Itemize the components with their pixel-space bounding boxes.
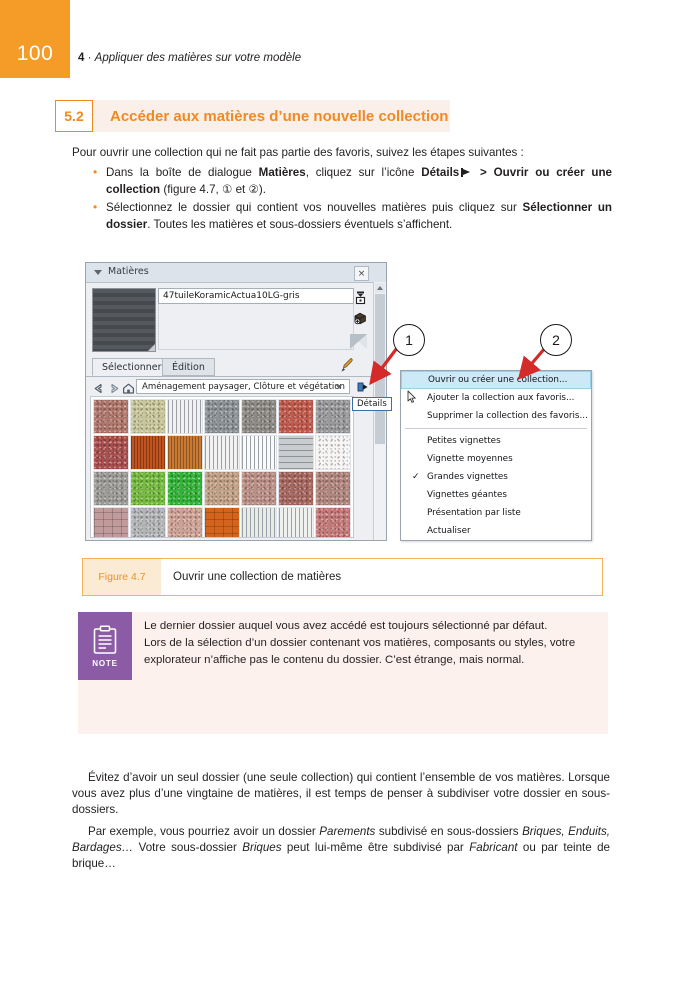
dialog-title: Matières bbox=[108, 266, 149, 277]
callout-2: 2 bbox=[540, 324, 572, 356]
context-menu-item[interactable]: Vignette moyennes bbox=[427, 454, 513, 464]
closing-paragraph-2 bbox=[72, 824, 610, 872]
bullet1-text-a: Dans la boîte de dialogue bbox=[106, 166, 259, 179]
tab-selectionner[interactable]: Sélectionner bbox=[92, 358, 172, 376]
bullet1-bold-dialog: Matières bbox=[258, 166, 306, 179]
note-callout bbox=[78, 612, 608, 734]
bullet1-bold-details: Détails bbox=[421, 166, 460, 179]
bullet1-text-d: (figure 4.7, ① et ②). bbox=[160, 182, 266, 196]
bullet2-bold-select: Sélectionner un dossier bbox=[106, 201, 612, 231]
section-number: 5.2 bbox=[55, 100, 93, 132]
note-icon-block bbox=[78, 612, 132, 680]
running-head-separator: · bbox=[87, 52, 92, 64]
note-body bbox=[144, 618, 596, 669]
note-line-1: Le dernier dossier auquel vous avez accédé est toujours sélectionné par défaut. bbox=[144, 620, 548, 632]
context-menu-item[interactable]: ✓ Grandes vignettes bbox=[401, 468, 591, 486]
figure-screenshot bbox=[85, 262, 590, 547]
close-icon[interactable]: × bbox=[354, 266, 369, 281]
p2-italic-briques: Briques bbox=[242, 841, 282, 854]
bullet1-text-c: > bbox=[473, 166, 494, 179]
figure-caption-text: Ouvrir une collection de matières bbox=[173, 571, 342, 583]
note-label: NOTE bbox=[92, 658, 118, 668]
running-head-chapter-number: 4 bbox=[78, 52, 85, 64]
running-head bbox=[78, 52, 301, 64]
bullet1-text-b: , cliquez sur l’icône bbox=[305, 166, 422, 179]
callout-arrows bbox=[85, 262, 590, 547]
steps-list bbox=[92, 165, 612, 235]
tab-edition[interactable]: Édition bbox=[162, 358, 215, 376]
intro-paragraph: Pour ouvrir une collection qui ne fait pas partie des favoris, suivez les étapes suivantes : bbox=[72, 146, 524, 159]
clipboard-icon bbox=[92, 625, 118, 655]
context-menu-item[interactable]: Ouvrir ou créer une collection... bbox=[401, 371, 591, 389]
material-name-field[interactable]: 47tuileKoramicActua10LG-gris bbox=[158, 288, 354, 304]
collection-path-input[interactable]: Aménagement paysager, Clôture et végétation bbox=[136, 379, 350, 394]
list-item bbox=[92, 200, 612, 233]
context-menu-item[interactable]: Vignettes géantes bbox=[427, 490, 507, 500]
closing-paragraph-1: Évitez d’avoir un seul dossier (une seule collection) qui contient l’ensemble de vos matières. Lorsque vous avez plus d’une vingtaine de matières, il est temps de penser à subdiviser votre dossier en sous-dossiers. bbox=[72, 771, 610, 816]
context-menu-item[interactable]: Supprimer la collection des favoris... bbox=[427, 411, 588, 421]
bullet2-text-a: Sélectionnez le dossier qui contient vos nouvelles matières puis cliquez sur bbox=[106, 201, 523, 214]
context-menu-item[interactable]: Ajouter la collection aux favoris... bbox=[427, 393, 575, 403]
details-tooltip: Détails bbox=[352, 397, 392, 411]
context-menu-item[interactable]: Actualiser bbox=[427, 526, 471, 536]
p2-text-b: subdivisé en sous-dossiers bbox=[375, 825, 523, 838]
p2-italic-parements: Parements bbox=[319, 825, 376, 838]
callout-1: 1 bbox=[393, 324, 425, 356]
bullet2-text-b: . Toutes les matières et sous-dossiers éventuels s’affichent. bbox=[147, 217, 453, 231]
figure-caption bbox=[82, 558, 603, 596]
p2-italic-list: Briques, Enduits, Bardages… bbox=[72, 825, 610, 854]
context-menu-item[interactable]: Petites vignettes bbox=[427, 436, 501, 446]
p2-text-c: Votre sous-dossier bbox=[133, 841, 243, 854]
p2-text-d: peut lui-même être subdivisé par bbox=[281, 841, 470, 854]
p2-text-a: Par exemple, vous pourriez avoir un dossier bbox=[88, 825, 320, 838]
note-line-2: Lors de la sélection d’un dossier contenant vos matières, composants ou styles, votre explorateur n’affiche pas le contenu du dossier. C’est étrange, mais normal. bbox=[144, 637, 576, 666]
p2-text-e: ou par teinte de brique… bbox=[72, 841, 610, 870]
bullet1-bold-open: Ouvrir ou créer une collection bbox=[106, 166, 612, 196]
details-flag-icon bbox=[461, 168, 471, 177]
running-head-chapter-title: Appliquer des matières sur votre modèle bbox=[94, 52, 302, 64]
page-number-tab bbox=[0, 0, 70, 78]
context-menu-item[interactable]: Présentation par liste bbox=[427, 508, 521, 518]
p2-italic-fabricant: Fabricant bbox=[469, 841, 518, 854]
figure-caption-tag: Figure 4.7 bbox=[83, 559, 161, 595]
section-title: Accéder aux matières d’une nouvelle collection bbox=[110, 107, 449, 125]
page-number: 100 bbox=[16, 42, 54, 65]
list-item bbox=[92, 165, 612, 198]
